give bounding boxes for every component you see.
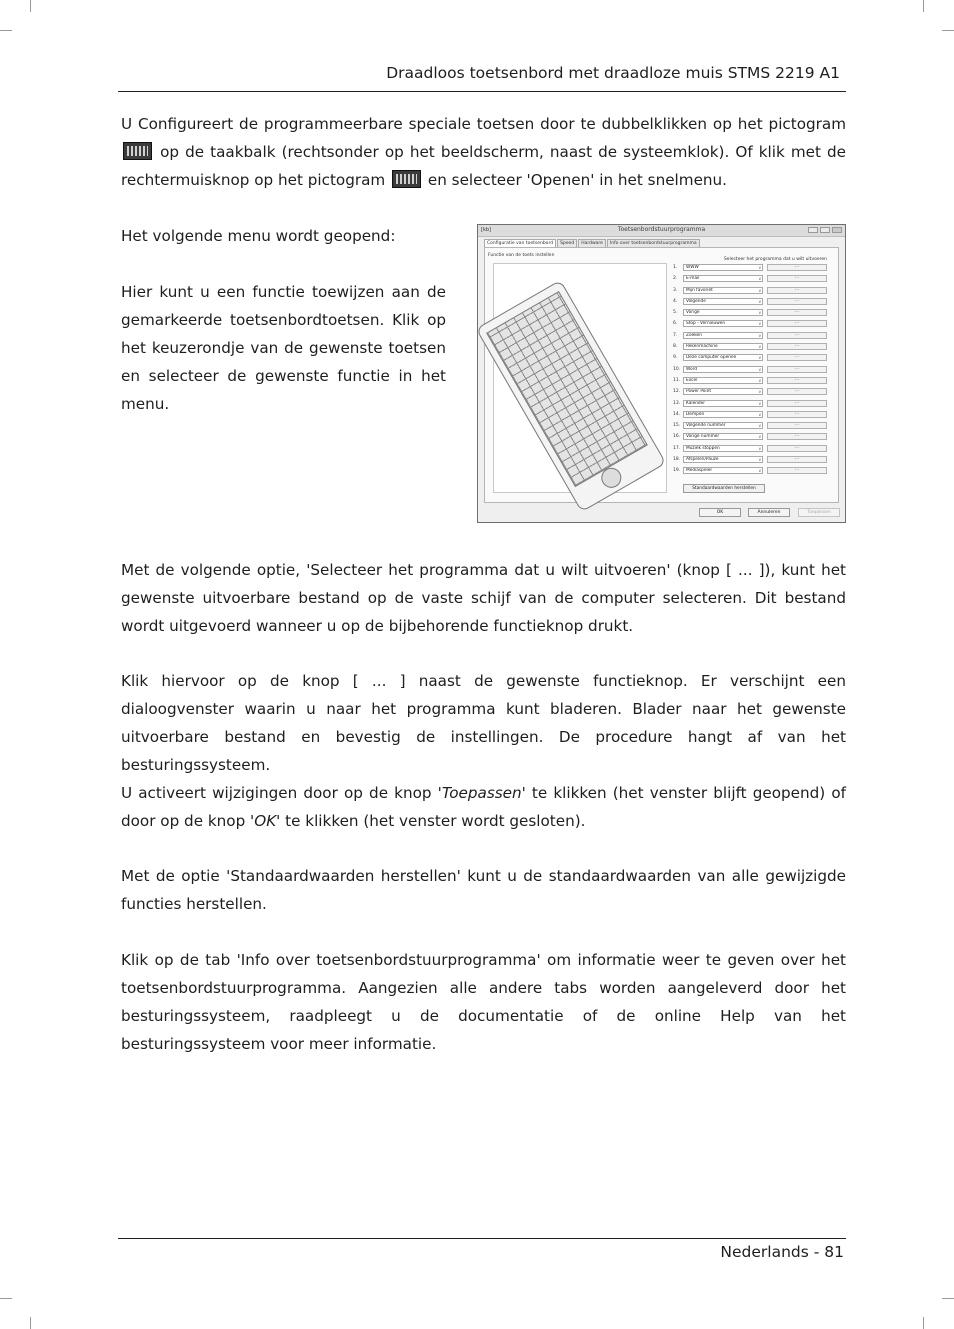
function-dropdown[interactable]: Stop - Vernieuwen v [683, 320, 763, 327]
browse-program-button[interactable]: ... [767, 298, 827, 305]
row-number: 12. [673, 389, 681, 395]
row-number: 3. [673, 287, 678, 293]
function-row [673, 455, 833, 466]
paragraph-text: U activeert wijzigingen door op de knop ' [121, 784, 442, 802]
paragraph-menu-opened: Het volgende menu wordt geopend: [121, 227, 396, 245]
row-number: 13. [673, 400, 681, 406]
tab-bar [484, 239, 701, 247]
header-rule [118, 91, 846, 92]
function-dropdown[interactable]: Dempen v [683, 411, 763, 418]
row-number: 16. [673, 434, 681, 440]
browse-program-button[interactable]: ... [767, 467, 827, 474]
function-row [673, 444, 833, 455]
browse-program-button[interactable]: ... [767, 320, 827, 327]
function-row [673, 286, 833, 297]
browse-program-button[interactable]: ... [767, 422, 827, 429]
apply-button[interactable]: Toepassen [798, 508, 840, 517]
keyboard-illustration[interactable] [477, 280, 666, 513]
keyboard-image-frame [493, 263, 667, 493]
row-number: 6. [673, 321, 678, 327]
crop-mark [923, 0, 924, 12]
close-icon[interactable] [832, 227, 842, 233]
group-label: Functie van de toets instellen [488, 253, 555, 258]
page-number: Nederlands - 81 [720, 1243, 844, 1261]
function-rows [673, 263, 833, 478]
function-dropdown[interactable]: Word v [683, 366, 763, 373]
function-row [673, 376, 833, 387]
keyboard-tray-icon [123, 142, 152, 160]
ok-term: OK [254, 812, 277, 830]
function-row [673, 342, 833, 353]
ok-button[interactable]: OK [699, 508, 741, 517]
browse-program-button[interactable]: ... [767, 445, 827, 452]
browse-program-button[interactable]: ... [767, 388, 827, 395]
row-number: 14. [673, 411, 681, 417]
minimize-icon[interactable] [808, 227, 818, 233]
row-number: 4. [673, 298, 678, 304]
paragraph-text: ' te klikken (het venster wordt gesloten). [276, 812, 586, 830]
row-number: 2. [673, 276, 678, 282]
browse-program-button[interactable]: ... [767, 309, 827, 316]
function-row [673, 399, 833, 410]
row-number: 19. [673, 468, 681, 474]
crop-mark [942, 1298, 954, 1299]
crop-mark [942, 30, 954, 31]
function-row [673, 263, 833, 274]
cancel-button[interactable]: Annuleren [748, 508, 790, 517]
row-number: 1. [673, 265, 678, 270]
row-number: 8. [673, 344, 678, 350]
app-icon: [kb] [481, 227, 491, 233]
tab-speed[interactable]: Speed [557, 239, 577, 247]
function-row [673, 353, 833, 364]
paragraph-text: U Configureert de programmeerbare speciale toetsen door te dubbelklikken op het pictogram [121, 115, 846, 133]
function-dropdown[interactable]: Mediaspeler v [683, 467, 763, 474]
row-number: 18. [673, 457, 681, 463]
paragraph-text: op de taakbalk (rechtsonder op het beeldscherm, naast de systeemklok). Of klik met de rechtermuisknop op het pictogram [121, 143, 847, 189]
function-dropdown[interactable]: Power Point v [683, 388, 763, 395]
browse-program-button[interactable]: ... [767, 275, 827, 282]
function-row [673, 297, 833, 308]
maximize-icon[interactable] [820, 227, 830, 233]
browse-program-button[interactable]: ... [767, 354, 827, 361]
row-number: 11. [673, 377, 681, 383]
crop-mark [30, 0, 31, 12]
paragraph-text: en selecteer 'Openen' in het snelmenu. [427, 171, 727, 189]
function-dropdown[interactable]: Zoeken v [683, 332, 763, 339]
row-number: 17. [673, 445, 681, 451]
browse-program-button[interactable]: ... [767, 377, 827, 384]
tab-driver-info[interactable]: Info over toetsenbordstuurprogramma [607, 239, 700, 247]
function-dropdown[interactable]: E-mail v [683, 275, 763, 282]
function-row [673, 466, 833, 477]
function-row [673, 387, 833, 398]
function-dropdown[interactable]: Mijn favoriet v [683, 287, 763, 294]
function-row [673, 432, 833, 443]
paragraph-restore-defaults: Met de optie 'Standaardwaarden herstellen' kunt u de standaardwaarden van alle gewijzigde functies herstellen. [121, 867, 846, 913]
browse-program-button[interactable]: ... [767, 287, 827, 294]
function-row [673, 410, 833, 421]
function-dropdown[interactable]: Muziek stoppen v [683, 445, 763, 452]
function-dropdown[interactable]: Excel v [683, 377, 763, 384]
restore-defaults-button[interactable]: Standaardwaarden herstellen [683, 484, 765, 493]
browse-program-button[interactable]: ... [767, 366, 827, 373]
function-dropdown[interactable]: Kalender v [683, 400, 763, 407]
running-header: Draadloos toetsenbord met draadloze muis STMS 2219 A1 [386, 64, 840, 82]
row-number: 7. [673, 332, 678, 338]
crop-mark [0, 1298, 12, 1299]
row-number: 15. [673, 423, 681, 429]
paragraph-text: ' te klikken (het venster blijft geopend) of door op de knop ' [121, 784, 846, 830]
paragraph-browse: Klik hiervoor op de knop [ ... ] naast de gewenste functieknop. Er verschijnt een dialoogvenster waarin u naar het programma kunt bladeren. Blader naar het gewenste uitvoerbare bestand en bevestig de instellingen. De procedure hangt af van het besturingssysteem. [121, 672, 846, 774]
paragraph-driver-info: Klik op de tab 'Info over toetsenbordstuurprogramma' om informatie weer te geven over het toetsenbordstuurprogramma. Aangezien alle andere tabs worden aangeleverd door het besturingssysteem, raadpleegt u de documentatie of de online Help van het besturingssysteem voor meer informatie. [121, 951, 846, 1053]
function-dropdown[interactable]: Vorige v [683, 309, 763, 316]
paragraph-select-program: Met de volgende optie, 'Selecteer het programma dat u wilt uitvoeren' (knop [ ... ]), kunt het gewenste uitvoerbare bestand op de vaste schijf van de computer selecteren. Dit bestand wordt uitgevoerd wanneer u op de bijbehorende functieknop drukt. [121, 561, 846, 635]
keyboard-tray-icon [392, 170, 421, 188]
function-dropdown[interactable]: Volgende nummer v [683, 422, 763, 429]
crop-mark [923, 1317, 924, 1329]
keyboard-keys [486, 291, 648, 487]
crop-mark [0, 30, 12, 31]
function-dropdown[interactable]: Rekenmachine v [683, 343, 763, 350]
row-number: 10. [673, 366, 681, 372]
row-number: 5. [673, 310, 678, 316]
browse-program-button[interactable]: ... [767, 456, 827, 463]
function-dropdown[interactable]: Vorige nummer v [683, 433, 763, 440]
crop-mark [30, 1317, 31, 1329]
select-program-header: Selecteer het programma dat u wilt uitvoeren [723, 257, 827, 262]
function-row [673, 319, 833, 330]
apply-term: Toepassen [441, 784, 522, 802]
browse-program-button[interactable]: ... [767, 400, 827, 407]
function-dropdown[interactable]: Volgende v [683, 298, 763, 305]
window-title: Toetsenbordstuurprogramma [617, 226, 706, 233]
paragraph-configure [121, 110, 846, 194]
browse-program-button[interactable]: ... [767, 332, 827, 339]
browse-program-button[interactable]: ... [767, 264, 827, 271]
paragraph-apply-ok [121, 779, 846, 835]
function-dropdown[interactable]: Afspelen/Pauze v [683, 456, 763, 463]
function-row [673, 274, 833, 285]
function-dropdown[interactable]: WWW v [683, 264, 763, 271]
footer-rule [118, 1238, 846, 1239]
browse-program-button[interactable]: ... [767, 433, 827, 440]
browse-program-button[interactable]: ... [767, 411, 827, 418]
window-titlebar [478, 225, 845, 237]
tab-hardware[interactable]: Hardware [578, 239, 606, 247]
row-number: 9. [673, 355, 678, 361]
tab-keyboard-config[interactable]: Configuratie van toetsenbord [484, 239, 556, 247]
function-row [673, 331, 833, 342]
driver-window-screenshot [477, 224, 846, 523]
function-row [673, 365, 833, 376]
function-row [673, 421, 833, 432]
browse-program-button[interactable]: ... [767, 343, 827, 350]
paragraph-assign-function: Hier kunt u een functie toewijzen aan de gemarkeerde toetsenbordtoetsen. Klik op het keuzerondje van de gewenste toetsen en selecteer de gewenste functie in het menu. [121, 283, 446, 413]
function-row [673, 308, 833, 319]
function-dropdown[interactable]: Deze computer openen v [683, 354, 763, 361]
